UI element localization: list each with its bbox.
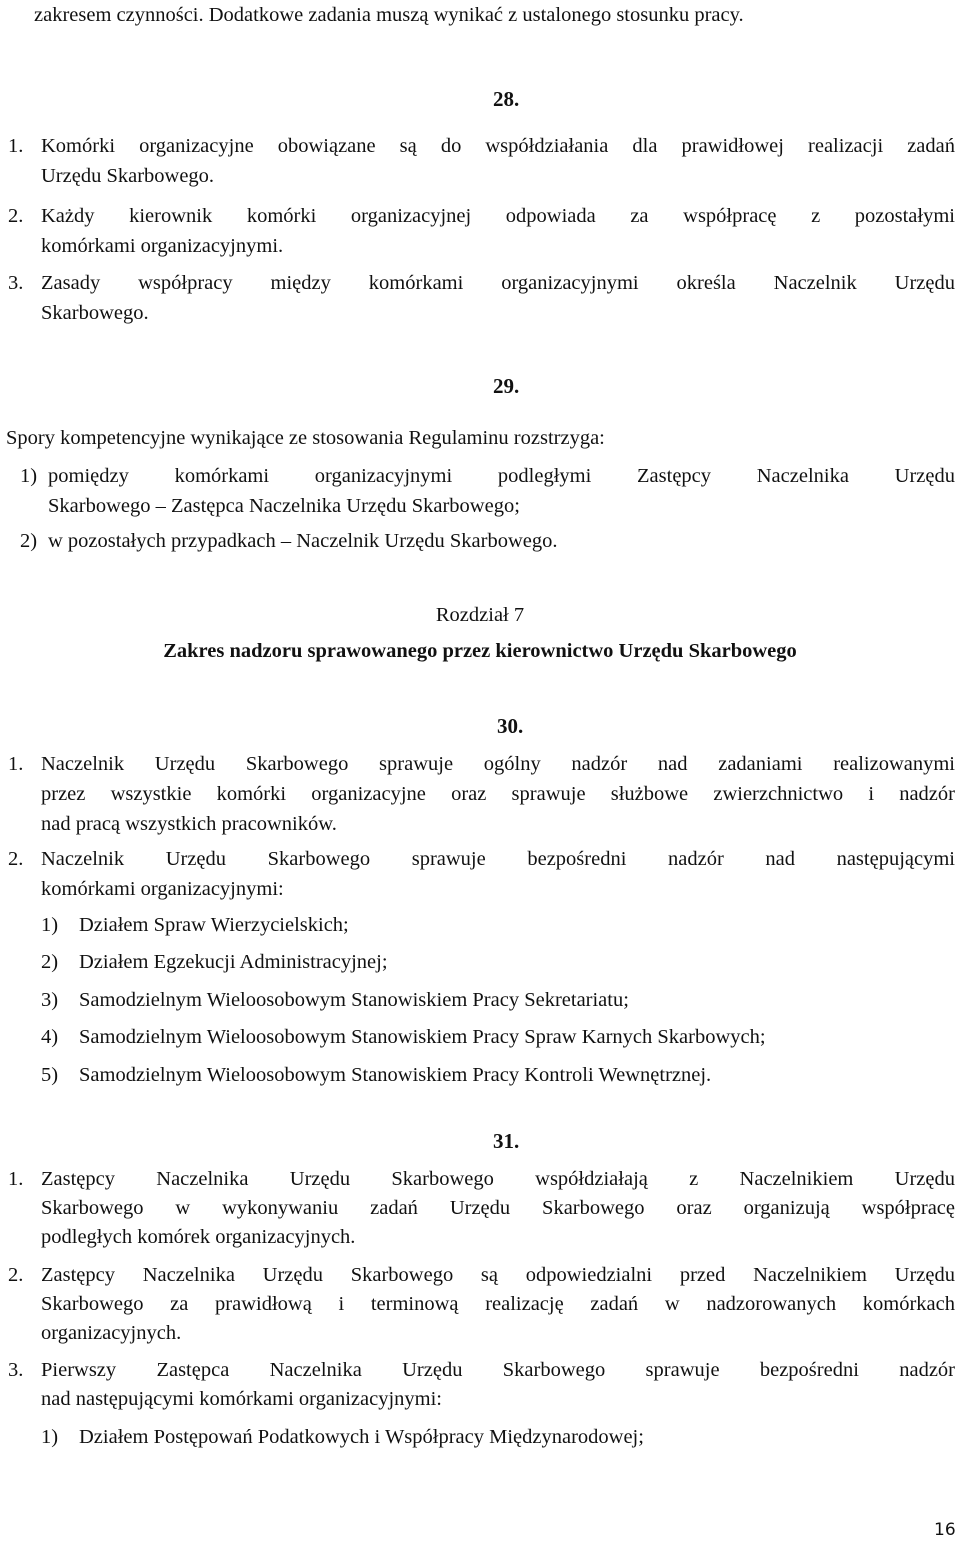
s29-intro: Spory kompetencyjne wynikające ze stosowania Regulaminu rozstrzyga: <box>6 427 605 449</box>
list-item-text: Działem Postępowań Podatkowych i Współpracy Międzynarodowej; <box>79 1426 644 1448</box>
item-text-line: Zastępcy Naczelnika Urzędu Skarbowego są odpowiedzialni przed Naczelnikiem Urzędu <box>41 1264 955 1286</box>
item-number: 3. <box>8 1359 24 1381</box>
item-text-line: organizacyjnych. <box>41 1322 182 1344</box>
item-number: 3. <box>8 272 24 294</box>
section-heading-31: 31. <box>493 1129 520 1153</box>
chapter-title: Zakres nadzoru sprawowanego przez kierownictwo Urzędu Skarbowego <box>163 640 797 662</box>
item-number: 1. <box>8 135 24 157</box>
list-item-text: Samodzielnym Wieloosobowym Stanowiskiem Pracy Kontroli Wewnętrznej. <box>79 1064 712 1086</box>
top-line: zakresem czynności. Dodatkowe zadania muszą wynikać z ustalonego stosunku pracy. <box>34 4 744 26</box>
item-number: 1. <box>8 1168 24 1190</box>
item-text-line: Zastępcy Naczelnika Urzędu Skarbowego współdziałają z Naczelnikiem Urzędu <box>41 1168 955 1190</box>
list-item-number: 2) <box>41 951 59 973</box>
item-text-line: Skarbowego – Zastępca Naczelnika Urzędu Skarbowego; <box>48 495 520 517</box>
list-item-number: 1) <box>41 914 59 936</box>
list-item-number: 4) <box>41 1026 59 1048</box>
list-item-number: 5) <box>41 1064 59 1086</box>
item-text-line: Skarbowego. <box>41 302 149 324</box>
item-number: 2) <box>20 530 38 552</box>
item-text-line: Naczelnik Urzędu Skarbowego sprawuje ogólny nadzór nad zadaniami realizowanymi <box>41 753 955 775</box>
chapter-label: Rozdział 7 <box>435 604 525 626</box>
item-number: 2. <box>8 1264 24 1286</box>
page-number: 16 <box>934 1520 956 1540</box>
item-number: 1. <box>8 753 24 775</box>
item-text-line: Naczelnik Urzędu Skarbowego sprawuje bezpośredni nadzór nad następującymi <box>41 848 955 870</box>
item-number: 2. <box>8 848 24 870</box>
item-text-line: nad następującymi komórkami organizacyjnymi: <box>41 1388 442 1410</box>
item-number: 1) <box>20 465 38 487</box>
section-heading-30: 30. <box>497 714 524 738</box>
item-text-line: przez wszystkie komórki organizacyjne oraz sprawuje służbowe zwierzchnictwo i nadzór <box>41 783 955 805</box>
item-text-line: Skarbowego w wykonywaniu zadań Urzędu Skarbowego oraz organizują współpracę <box>41 1197 955 1219</box>
item-text-line: nad pracą wszystkich pracowników. <box>41 813 337 835</box>
item-text-line: Zasady współpracy między komórkami organizacyjnymi określa Naczelnik Urzędu <box>41 272 955 294</box>
item-text-line: Pierwszy Zastępca Naczelnika Urzędu Skarbowego sprawuje bezpośredni nadzór <box>41 1359 955 1381</box>
list-item-number: 1) <box>41 1426 59 1448</box>
list-item-text: Działem Spraw Wierzycielskich; <box>79 914 349 936</box>
item-text-line: Urzędu Skarbowego. <box>41 165 215 187</box>
item-text-line: Komórki organizacyjne obowiązane są do współdziałania dla prawidłowej realizacji zadań <box>41 135 955 157</box>
item-text-line: komórkami organizacyjnymi: <box>41 878 284 900</box>
item-text-line: Skarbowego za prawidłową i terminową realizację zadań w nadzorowanych komórkach <box>41 1293 955 1315</box>
list-item-text: Działem Egzekucji Administracyjnej; <box>79 951 388 973</box>
section-heading-29: 29. <box>493 374 520 398</box>
item-text-line: pomiędzy komórkami organizacyjnymi podległymi Zastępcy Naczelnika Urzędu <box>48 465 955 487</box>
item-text-line: Każdy kierownik komórki organizacyjnej odpowiada za współpracę z pozostałymi <box>41 205 955 227</box>
list-item-text: Samodzielnym Wieloosobowym Stanowiskiem Pracy Sekretariatu; <box>79 989 629 1011</box>
item-text-line: w pozostałych przypadkach – Naczelnik Urzędu Skarbowego. <box>48 530 558 552</box>
list-item-text: Samodzielnym Wieloosobowym Stanowiskiem Pracy Spraw Karnych Skarbowych; <box>79 1026 766 1048</box>
item-text-line: komórkami organizacyjnymi. <box>41 235 284 257</box>
section-heading-28: 28. <box>493 87 520 111</box>
item-text-line: podległych komórek organizacyjnych. <box>41 1226 356 1248</box>
list-item-number: 3) <box>41 989 59 1011</box>
item-number: 2. <box>8 205 24 227</box>
